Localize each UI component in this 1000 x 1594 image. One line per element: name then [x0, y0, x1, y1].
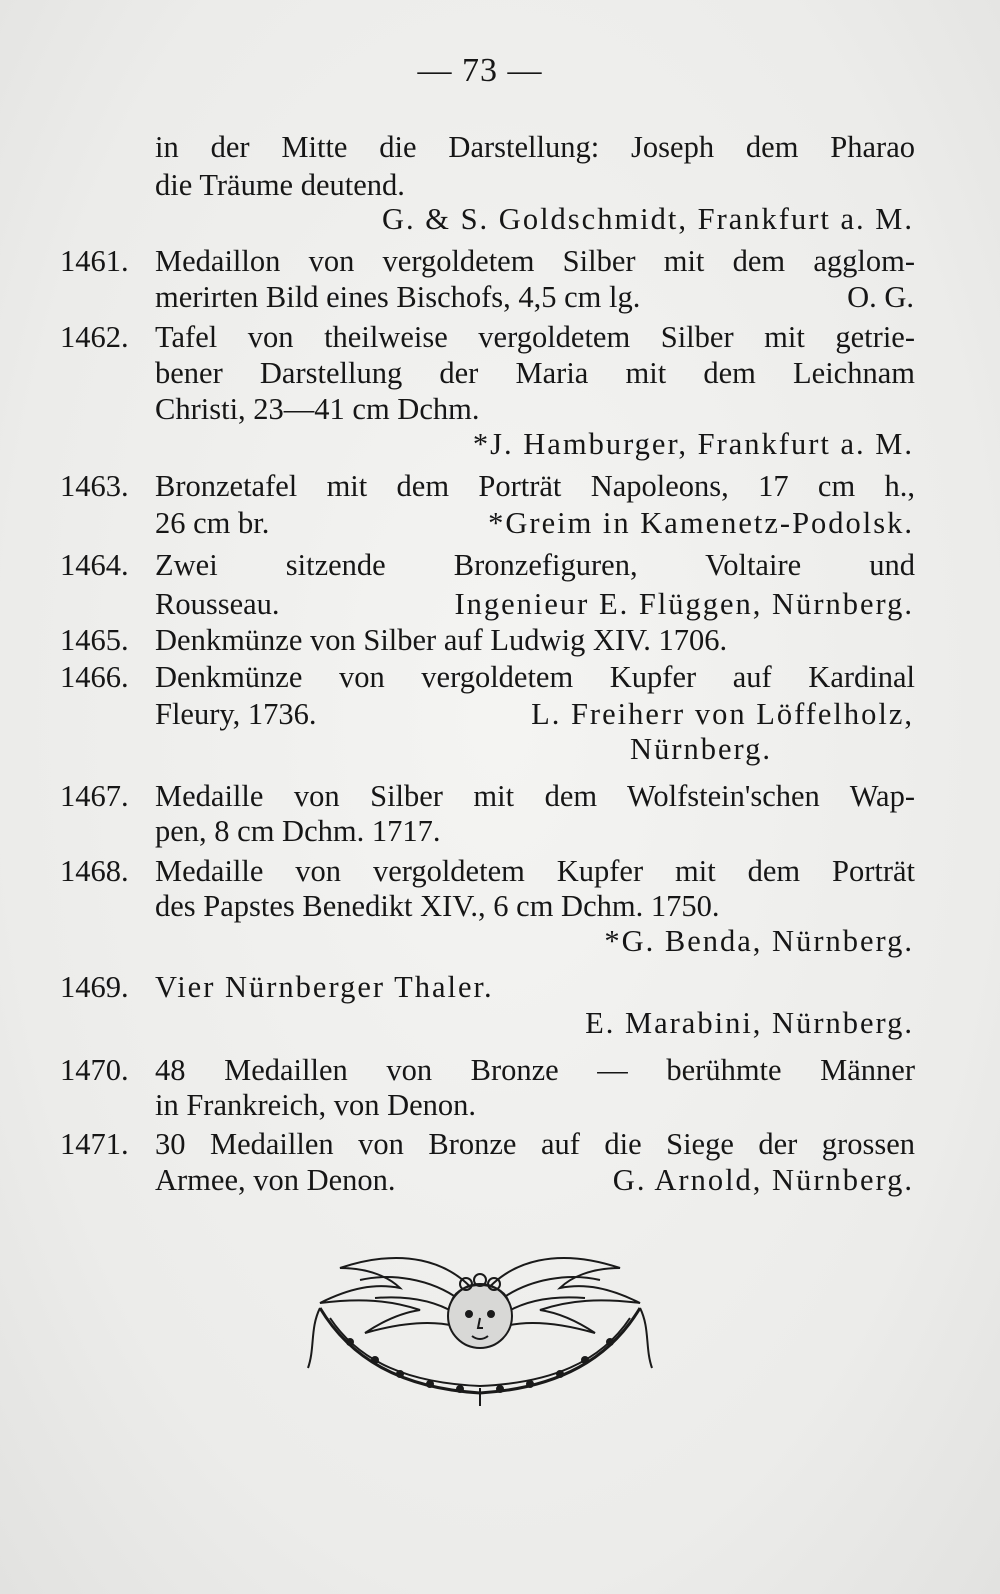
entry-number: 1462. [60, 320, 129, 354]
line-text: Rousseau. [155, 587, 280, 621]
text-line [0, 1085, 1000, 1125]
entry-number: 1463. [60, 469, 129, 503]
catalog-entry-line [0, 657, 1000, 697]
line-text: in Frankreich, von Denon. [155, 1088, 477, 1122]
line-text: Armee, von Denon. [155, 1163, 396, 1197]
entry-number: 1471. [60, 1127, 129, 1161]
entry-number: 1461. [60, 244, 129, 278]
entry-number: 1469. [60, 970, 129, 1004]
owner-attribution: *G. Benda, Nürnberg. [604, 924, 914, 958]
owner-attribution: G. & S. Goldschmidt, Frankfurt a. M. [381, 202, 914, 236]
text-line [0, 921, 1000, 961]
text-line [0, 694, 1000, 734]
entry-number: 1465. [60, 623, 129, 657]
catalog-entry-line [0, 776, 1000, 816]
entry-number: 1464. [60, 548, 129, 582]
line-text: Denkmünze von vergoldetem Kupfer auf Kardinal [155, 660, 915, 694]
line-text: 48 Medaillen von Bronze — berühmte Männer [155, 1053, 915, 1087]
text-line [0, 424, 1000, 464]
line-text: die Träume deutend. [155, 168, 405, 202]
catalog-entry-line [0, 967, 1000, 1007]
line-text: Medaille von Silber mit dem Wolfstein'schen Wap- [155, 779, 915, 813]
line-text: in der Mitte die Darstellung: Joseph dem Pharao [155, 130, 915, 164]
catalog-entry-line [0, 1124, 1000, 1164]
text-line [0, 389, 1000, 429]
entry-number: 1470. [60, 1053, 129, 1087]
owner-attribution: G. Arnold, Nürnberg. [612, 1163, 914, 1197]
owner-attribution: Nürnberg. [630, 732, 772, 766]
line-text: des Papstes Benedikt XIV., 6 cm Dchm. 1750. [155, 889, 720, 923]
line-text: Tafel von theilweise vergoldetem Silber mit getrie- [155, 320, 915, 354]
line-text: merirten Bild eines Bischofs, 4,5 cm lg. [155, 280, 641, 314]
catalog-entry-line [0, 620, 1000, 660]
page-number: — 73 — [417, 52, 543, 89]
catalog-entry-line [0, 1050, 1000, 1090]
line-text: 26 cm br. [155, 506, 270, 540]
owner-attribution: L. Freiherr von Löffelholz, [531, 697, 914, 731]
line-text: Medaillon von vergoldetem Silber mit dem agglom- [155, 244, 915, 278]
catalog-entry-line [0, 466, 1000, 506]
text-line [0, 1003, 1000, 1043]
owner-attribution: *J. Hamburger, Frankfurt a. M. [472, 427, 914, 461]
line-text: bener Darstellung der Maria mit dem Leichnam [155, 356, 915, 390]
text-line [0, 199, 1000, 239]
line-text: Medaille von vergoldetem Kupfer mit dem Porträt [155, 854, 915, 888]
line-text: 30 Medaillen von Bronze auf die Siege der grossen [155, 1127, 915, 1161]
text-line [0, 1160, 1000, 1200]
catalog-entry-line [0, 317, 1000, 357]
owner-attribution: *Greim in Kamenetz-Podolsk. [488, 506, 914, 540]
text-line [0, 127, 1000, 167]
line-text: pen, 8 cm Dchm. 1717. [155, 814, 441, 848]
catalog-entry-line [0, 241, 1000, 281]
line-text: Christi, 23—41 cm Dchm. [155, 392, 480, 426]
line-text: Bronzetafel mit dem Porträt Napoleons, 17 cm h., [155, 469, 915, 503]
line-text: Vier Nürnberger Thaler. [155, 970, 494, 1004]
line-text: Denkmünze von Silber auf Ludwig XIV. 1706. [155, 623, 728, 657]
entry-number: 1468. [60, 854, 129, 888]
owner-attribution: O. G. [847, 280, 914, 314]
entry-number: 1466. [60, 660, 129, 694]
entry-number: 1467. [60, 779, 129, 813]
catalog-entry-line [0, 545, 1000, 585]
text-line [0, 886, 1000, 926]
text-line [0, 353, 1000, 393]
line-text: Zwei sitzende Bronzefiguren, Voltaire und [155, 548, 915, 582]
text-line [0, 503, 1000, 543]
text-line [0, 277, 1000, 317]
text-line [0, 729, 1000, 769]
owner-attribution: Ingenieur E. Flüggen, Nürnberg. [454, 587, 914, 621]
text-line [0, 811, 1000, 851]
line-text: Fleury, 1736. [155, 697, 317, 731]
text-line [0, 584, 1000, 624]
cherub-garland-ornament-icon [280, 1238, 680, 1408]
owner-attribution: E. Marabini, Nürnberg. [585, 1006, 914, 1040]
catalog-entry-line [0, 851, 1000, 891]
